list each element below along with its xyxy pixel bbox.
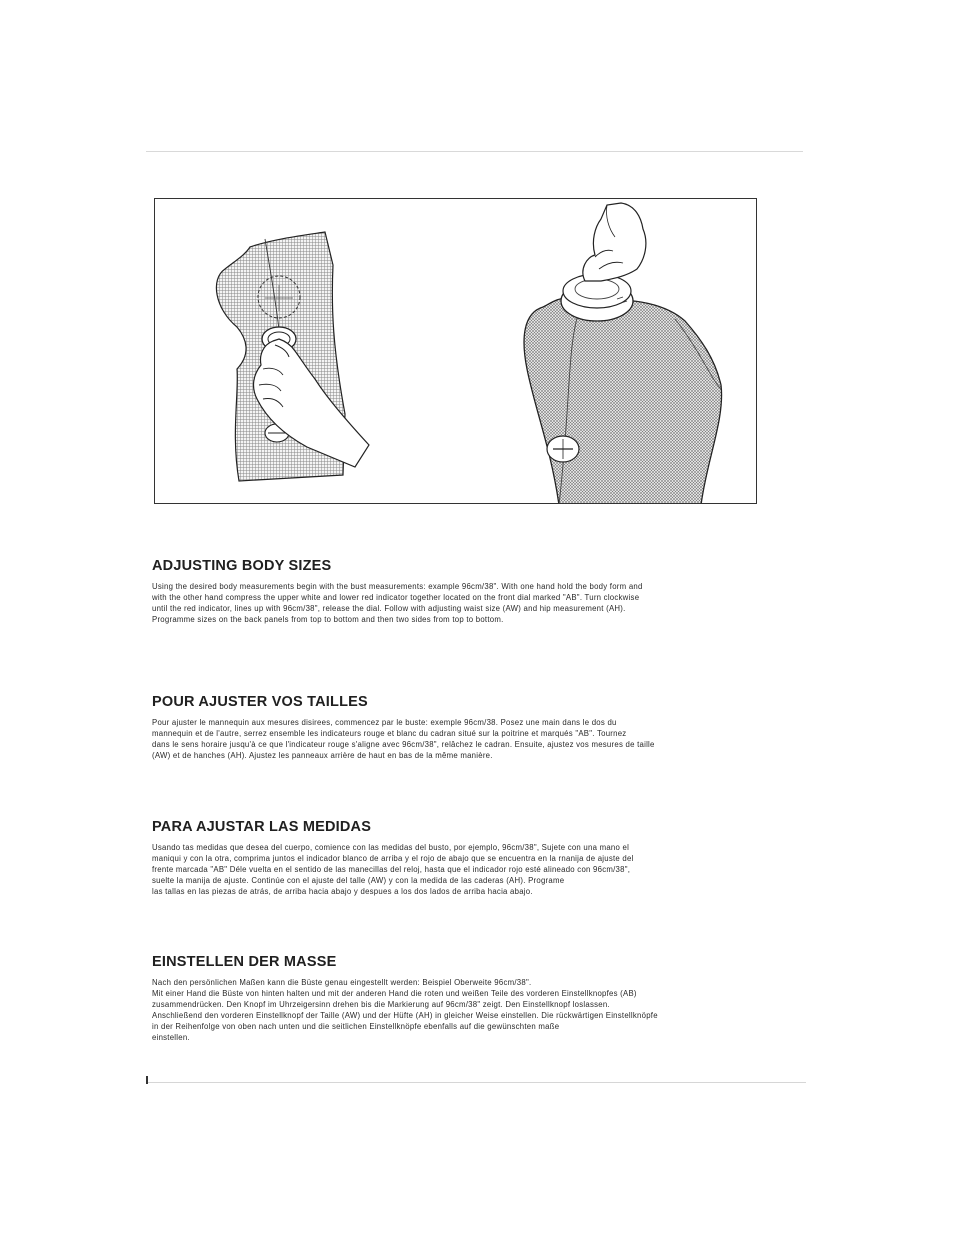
- paragraph-french: [152, 718, 758, 762]
- text-line: Pour ajuster le mannequin aux mesures disirees, commencez par le buste: exemple 96cm/38. Posez une main dans le dos du: [152, 718, 617, 727]
- text-line: with the other hand compress the upper white and lower red indicator together located on the front dial marked "AB". Turn clockwise: [152, 592, 640, 602]
- text-line: (AW) et de hanches (AH). Ajustez les panneaux arrière de haut en bas de la même manière.: [152, 750, 493, 760]
- text-line: Using the desired body measurements begin with the bust measurements: example 96cm/38". With one hand hold the body form and: [152, 582, 643, 591]
- text-line: Anschließend den vorderen Einstellknopf der Taille (AW) und der Hüfte (AH) in gleicher Weise einstellen. Die rückwärtigen Einstellknöpfe: [152, 1010, 658, 1020]
- text-line: Mit einer Hand die Büste von hinten halten und mit der anderen Hand die roten und weißen Teile des vorderen Einstellknopfes (AB): [152, 988, 637, 998]
- text-line: Programme sizes on the back panels from top to bottom and then two sides from top to bottom.: [152, 614, 504, 624]
- text-line: las tallas en las piezas de atrás, de arriba hacia abajo y despues a los dos lados de arriba hacia abajo.: [152, 886, 533, 896]
- illustration-drawing: [155, 199, 757, 504]
- text-line: dans le sens horaire jusqu'à ce que l'indicateur rouge s'aligne avec 96cm/38", relâchez le cadran. Ensuite, ajustez vos mesures de taille: [152, 739, 655, 749]
- section-spanish: [152, 819, 758, 898]
- right-hand: [583, 203, 646, 281]
- text-line: maniqui y con la otra, comprima juntos el indicador blanco de arriba y el rojo de abajo que se encuentra en la rnanija de ajuste del: [152, 853, 634, 863]
- paragraph-english: [152, 582, 758, 626]
- heading-einstellen-der-masse: EINSTELLEN DER MASSE: [152, 954, 337, 970]
- heading-para-ajustar: PARA AJUSTAR LAS MEDIDAS: [152, 819, 372, 835]
- text-line: suelte la manija de ajuste. Continúe con el ajuste del talle (AW) y con la medida de las caderas (AH). Programe: [152, 875, 565, 885]
- text-line: until the red indicator, lines up with 96cm/38", release the dial. Follow with adjusting waist size (AW) and hip measurement (AH).: [152, 603, 626, 613]
- section-english: [152, 558, 758, 626]
- text-line: Nach den persönlichen Maßen kann die Büste genau eingestellt werden: Beispiel Oberweite 96cm/38".: [152, 978, 532, 987]
- text-line: Usando tas medidas que desea del cuerpo, comience con las medidas del busto, por ejemplo, 96cm/38", Sujete con una mano el: [152, 843, 630, 852]
- heading-adjusting-body-sizes: ADJUSTING BODY SIZES: [152, 558, 332, 574]
- scan-edge-bottom: [146, 1082, 806, 1083]
- section-french: [152, 694, 758, 762]
- paragraph-german: [152, 978, 758, 1043]
- right-dress-form: [524, 299, 722, 504]
- text-line: mannequin et de l'autre, serrez ensemble les indicateurs rouge et blanc du cadran situé sur la poitrine et marqués "AB". Tournez: [152, 728, 627, 738]
- text-line: zusammendrücken. Den Knopf im Uhrzeigersinn drehen bis die Markierung auf 96cm/38" zeigt. Den Einstellknopf loslassen.: [152, 999, 610, 1009]
- heading-pour-ajuster: POUR AJUSTER VOS TAILLES: [152, 694, 368, 710]
- paragraph-spanish: [152, 843, 758, 898]
- section-german: [152, 954, 758, 1043]
- text-line: in der Reihenfolge von oben nach unten und die seitlichen Einstellknöpfe ebenfalls auf die gewünschten maße: [152, 1021, 560, 1031]
- scan-edge-top: [146, 151, 803, 152]
- text-line: frente marcada "AB" Déle vuelta en el sentido de las manecillas del reloj, hasta que el indicador rojo esté alineado con 96cm/38",: [152, 864, 631, 874]
- text-line: einstellen.: [152, 1032, 190, 1042]
- scan-edge-mark: [146, 1076, 148, 1084]
- instruction-illustration: [154, 198, 757, 504]
